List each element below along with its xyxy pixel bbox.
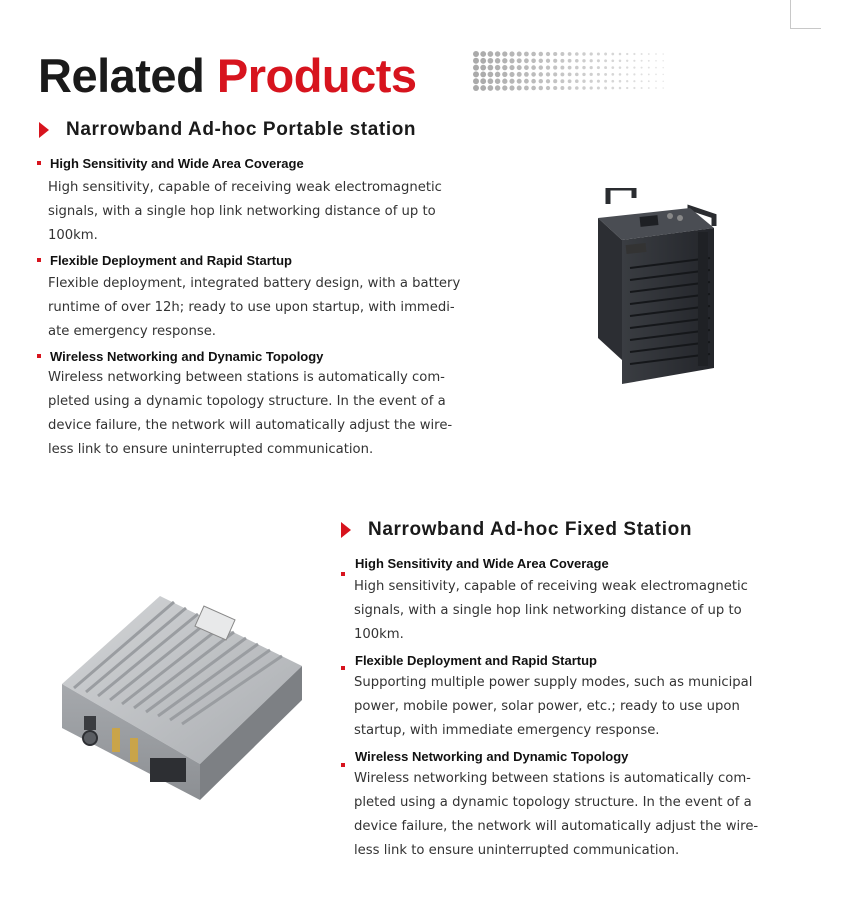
halftone-dot [524,65,529,70]
halftone-dot [626,87,628,89]
halftone-dot [473,78,479,84]
halftone-dot [531,58,536,63]
halftone-dot [546,52,550,56]
halftone-dot [633,60,635,62]
halftone-dot [662,74,664,76]
halftone-dot [655,74,657,76]
halftone-dot [575,73,579,77]
halftone-dot [488,65,494,71]
feature-line: power, mobile power, solar power, etc.; ready to use upon [354,699,740,714]
halftone-dot [539,52,543,56]
halftone-dot [611,80,614,83]
halftone-dot [560,59,564,63]
halftone-dot [648,73,650,75]
feature-description [354,671,778,743]
halftone-dot [633,87,635,89]
feature-line: device failure, the network will automatically adjust the wire- [354,819,759,834]
halftone-dot [509,51,514,56]
halftone-dot [582,80,585,83]
feature-line: Flexible deployment, integrated battery design, with a battery [48,276,461,291]
halftone-dot [641,67,643,69]
halftone-dot [531,86,536,91]
halftone-dot [597,52,600,55]
halftone-dot [662,80,664,82]
halftone-dot [575,66,579,70]
portable-radio-station-image [590,188,725,388]
feature-line: device failure, the network will automatically adjust the wire- [48,418,453,433]
halftone-dot [641,80,643,82]
halftone-dot [560,52,564,56]
feature-heading: High Sensitivity and Wide Area Coverage [50,156,304,171]
feature-line: pleted using a dynamic topology structure. In the event of a [354,795,752,810]
halftone-dot [531,79,536,84]
feature-line: pleted using a dynamic topology structure. In the event of a [48,394,446,409]
halftone-dot [473,51,479,57]
halftone-dot [539,79,543,83]
halftone-dot [495,51,500,56]
halftone-dot [611,59,614,62]
halftone-dot [590,86,593,89]
halftone-dot [502,85,507,90]
halftone-dot [611,66,614,69]
feature-description [48,272,475,344]
halftone-dot [633,53,635,55]
halftone-dot [604,53,607,56]
halftone-dot [560,79,564,83]
halftone-dot [553,66,557,70]
bullet-icon [341,572,345,576]
halftone-dot [575,59,579,63]
feature-line: less link to ensure uninterrupted communication. [354,843,680,858]
halftone-dot [517,86,522,91]
halftone-dot [641,73,643,75]
feature-description [354,767,778,863]
halftone-dot [553,79,557,83]
halftone-dot [568,59,572,63]
bullet-icon [341,666,345,670]
halftone-dot [619,53,622,56]
halftone-dot [488,58,494,64]
halftone-dot [619,60,622,63]
halftone-dot [582,86,585,89]
halftone-dot [611,73,614,76]
halftone-dot [655,80,657,82]
halftone-dot [604,59,607,62]
halftone-dot [597,73,600,76]
halftone-dot [502,72,507,77]
page-title-word-related: Related [38,49,205,102]
halftone-dot [568,66,572,70]
page-title [38,48,417,104]
halftone-dot [611,53,614,56]
feature-line: Wireless networking between stations is automatically com- [354,771,751,786]
halftone-dot [582,52,585,55]
section-title-fixed [368,518,692,542]
halftone-dot [531,72,536,77]
halftone-dot [582,73,585,76]
halftone-dot [590,59,593,62]
feature-line: less link to ensure uninterrupted communication. [48,442,374,457]
halftone-dot [633,67,635,69]
halftone-dot [531,65,536,70]
halftone-dot [502,65,507,70]
halftone-dot [582,66,585,69]
halftone-dot [480,71,486,77]
halftone-dot [568,52,572,56]
halftone-dot [633,73,635,75]
halftone-dot [539,59,543,63]
feature-line: startup, with immediate emergency response. [354,723,660,738]
halftone-dot [662,67,664,69]
halftone-dot [509,58,514,63]
halftone-dot [480,85,486,91]
feature-description [48,176,475,248]
halftone-dot [662,87,664,89]
halftone-dot [553,52,557,56]
halftone-dot [604,73,607,76]
halftone-dot [488,51,494,57]
feature-heading: Wireless Networking and Dynamic Topology [50,349,324,364]
feature-heading: High Sensitivity and Wide Area Coverage [355,556,609,571]
halftone-dot [524,52,529,57]
halftone-dot [531,52,536,57]
feature-line: Wireless networking between stations is automatically com- [48,370,445,385]
halftone-dot [509,79,514,84]
halftone-dot [509,72,514,77]
feature-heading: Flexible Deployment and Rapid Startup [355,653,597,668]
halftone-dot [488,85,494,91]
halftone-dot [473,65,479,71]
halftone-dot [517,58,522,63]
halftone-dot [517,65,522,70]
halftone-dot [604,87,607,90]
feature-line: High sensitivity, capable of receiving weak electromagnetic [354,579,748,594]
halftone-dot [590,73,593,76]
halftone-dot [560,72,564,76]
halftone-dot [495,72,500,77]
halftone-dot [509,65,514,70]
halftone-dot [641,87,643,89]
halftone-dot [473,58,479,64]
feature-heading: Wireless Networking and Dynamic Topology [355,749,629,764]
halftone-dot [597,66,600,69]
halftone-dot [597,59,600,62]
section-title-portable [66,118,416,142]
halftone-dot [626,60,628,62]
feature-line: Supporting multiple power supply modes, such as municipal [354,675,753,690]
fixed-station-enclosure-image [50,588,308,803]
halftone-dot [502,58,507,63]
halftone-dot [648,87,650,89]
bullet-icon [37,258,41,262]
halftone-dot [648,53,650,55]
section-title-fixed-text: Narrowband Ad-hoc Fixed Station [368,519,693,540]
halftone-dot [626,53,628,55]
halftone-dot [590,66,593,69]
halftone-dot [597,80,600,83]
halftone-dot [473,71,479,77]
halftone-dot [611,87,614,90]
feature-heading: Flexible Deployment and Rapid Startup [50,253,292,268]
halftone-dot [553,86,557,90]
halftone-dot [597,86,600,89]
halftone-dot [648,67,650,69]
halftone-dot [648,60,650,62]
halftone-dot [480,51,486,57]
halftone-dot [546,59,550,63]
feature-line: runtime of over 12h; ready to use upon startup, with immedi- [48,300,455,315]
halftone-dot [662,53,664,55]
halftone-dot [655,87,657,89]
halftone-dot [604,66,607,69]
page-corner-mark [790,0,821,29]
feature-line: ate emergency response. [48,324,216,339]
halftone-dot [655,67,657,69]
halftone-dot [655,60,657,62]
halftone-dot [575,52,579,56]
halftone-dot [539,65,543,69]
halftone-dot [495,78,500,83]
feature-description [354,575,778,647]
halftone-dot [575,79,579,83]
bullet-icon [37,161,41,165]
halftone-dot [568,86,572,90]
halftone-dot [539,72,543,76]
halftone-dot [502,51,507,56]
halftone-dot [546,72,550,76]
halftone-dot [509,85,514,90]
section-title-portable-text: Narrowband Ad-hoc Portable station [66,119,417,140]
section-arrow-icon [341,522,351,538]
halftone-dot [626,80,628,82]
halftone-dot [648,80,650,82]
halftone-dot [633,80,635,82]
halftone-dot [517,72,522,77]
halftone-dot [480,65,486,71]
halftone-dot [546,86,550,90]
halftone-dot [641,53,643,55]
halftone-dot [524,86,529,91]
halftone-dot [619,80,622,83]
halftone-dot [546,79,550,83]
bullet-icon [37,354,41,358]
feature-line: signals, with a single hop link networking distance of up to [48,204,436,219]
halftone-dot [619,87,622,90]
halftone-dot [560,66,564,70]
halftone-dot [488,72,494,78]
page-title-word-products: Products [216,49,417,102]
halftone-dot [546,65,550,69]
halftone-dot [473,85,479,91]
halftone-dot [641,60,643,62]
halftone-dot [524,58,529,63]
halftone-dot [662,60,664,62]
halftone-dot [604,80,607,83]
halftone-dot [619,66,622,69]
halftone-dot [575,86,579,90]
halftone-dot [517,79,522,84]
feature-line: 100km. [48,228,98,243]
halftone-dot [626,73,628,75]
halftone-dot [655,53,657,55]
halftone-dots-decoration [472,50,667,92]
halftone-dot [568,79,572,83]
halftone-dot [568,73,572,77]
feature-line: 100km. [354,627,404,642]
halftone-dot [495,58,500,63]
halftone-dot [488,78,494,84]
halftone-dot [524,72,529,77]
halftone-dot [553,72,557,76]
halftone-dot [553,59,557,63]
halftone-dot [495,85,500,90]
halftone-dot [590,52,593,55]
feature-line: signals, with a single hop link networking distance of up to [354,603,742,618]
halftone-dot [626,66,628,68]
halftone-dot [524,79,529,84]
halftone-dot [582,59,585,62]
halftone-dot [560,86,564,90]
bullet-icon [341,763,345,767]
halftone-dot [539,86,543,90]
halftone-dot [495,65,500,70]
halftone-dot [517,52,522,57]
halftone-dot [590,80,593,83]
feature-description [48,366,475,462]
halftone-dot [502,79,507,84]
section-arrow-icon [39,122,49,138]
feature-line: High sensitivity, capable of receiving weak electromagnetic [48,180,442,195]
halftone-dot [619,73,622,76]
halftone-dot [480,58,486,64]
halftone-dot [480,78,486,84]
